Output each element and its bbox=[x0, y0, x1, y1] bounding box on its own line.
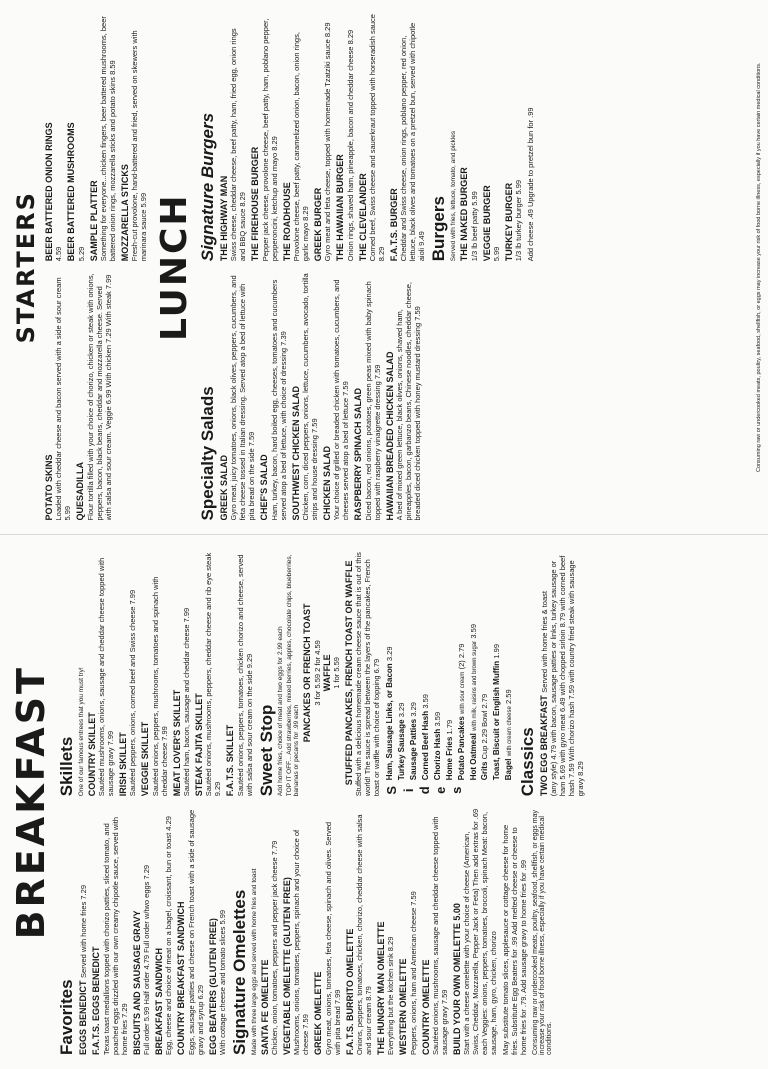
starter-name: BEER BATTERED MUSHROOMS bbox=[66, 122, 77, 262]
side-name: Grits bbox=[480, 761, 490, 781]
item-name bbox=[459, 14, 469, 261]
item-desc: Peppers, onions, ham and American cheese 7.59 bbox=[408, 891, 418, 1055]
salads-title: Specialty Salads bbox=[198, 386, 218, 521]
sides-box bbox=[384, 550, 515, 797]
menu-item bbox=[421, 808, 449, 1055]
menu-item bbox=[225, 550, 253, 797]
item-desc: 5.99 bbox=[491, 246, 501, 262]
item-name-text: THE HIGHWAY MAN bbox=[219, 175, 230, 262]
omelettes-list bbox=[260, 808, 499, 1055]
side-price: 3.59 bbox=[421, 694, 431, 709]
side-name: Corned Beef Hash bbox=[421, 710, 431, 781]
sweet-stop-note: Add home fries, choice of meat and two eggs for 2.99 each bbox=[277, 626, 285, 797]
menu-item bbox=[313, 808, 341, 1055]
item-name bbox=[250, 14, 260, 261]
menu-item bbox=[194, 550, 222, 797]
item-name-text: GREEK SALAD bbox=[219, 454, 230, 521]
menu-item bbox=[219, 273, 256, 520]
item-name-text: VEGGIE BURGER bbox=[481, 185, 492, 262]
item-name-text: TURKEY BURGER bbox=[503, 182, 514, 262]
item-name-text: THE HAWAIIAN BURGER bbox=[335, 154, 346, 262]
burgers-title: Burgers bbox=[429, 196, 449, 262]
starter-name: POTATO SKINS bbox=[44, 454, 54, 521]
starters-title: STARTERS bbox=[12, 191, 40, 344]
item-name-text: BISCUITS AND SAUSAGE GRAVY bbox=[131, 910, 142, 1055]
menu-item bbox=[259, 273, 287, 520]
item-desc: Ham, turkey, bacon, hard boiled egg, cheeses, tomatoes and cucumbers served atop a bed of lettuce, with choice of dressing 7.39 bbox=[269, 279, 288, 521]
classics-inline: Served with home fries & toast bbox=[539, 591, 549, 693]
item-desc: Pepper jack cheese, provolone cheese, beef patty, ham, poblano pepper, pepperoncini, ketchup and mayo 8.29 bbox=[260, 18, 279, 262]
starter-name: BEER BATTERED ONION RINGS bbox=[44, 122, 54, 262]
side-item bbox=[479, 550, 491, 781]
item-name bbox=[358, 14, 368, 261]
side-name: Ham, Sausage Links, or Bacon bbox=[385, 663, 395, 781]
item-desc: Sautéed mushrooms, onions, sausage and cheddar cheese topped with sausage gravy 7.99 bbox=[97, 557, 116, 797]
pancakes-item bbox=[302, 550, 341, 797]
classics-title: Classics bbox=[518, 727, 538, 797]
starter-desc: Loaded with cheddar cheese and bacon served with a side of sour cream 5.99 bbox=[54, 277, 73, 521]
item-name bbox=[225, 550, 235, 797]
item-name-text: EGGS BENEDICT bbox=[77, 980, 88, 1055]
item-desc: Chicken, onion, tomatoes, peppers and pepper jack cheese 7.79 bbox=[270, 840, 280, 1055]
skillets-list bbox=[87, 550, 254, 797]
item-name-text: CHICKEN SALAD bbox=[322, 445, 333, 521]
starter-item bbox=[75, 273, 112, 520]
breakfast-col-1 bbox=[54, 808, 754, 1055]
side-item bbox=[491, 550, 503, 781]
item-name bbox=[154, 808, 164, 1055]
item-name-text: VEGGIE SKILLET bbox=[140, 721, 151, 797]
menu-item bbox=[176, 808, 204, 1055]
menu-item bbox=[250, 14, 278, 261]
side-name: Sausage Patties bbox=[409, 718, 419, 781]
side-note: with sour cream bbox=[459, 671, 466, 714]
signature-burgers-title: Signature Burgers bbox=[198, 112, 218, 262]
item-desc: Sautéed onions, peppers, tomatoes, chicken chorizo and cheese, served with salsa and sour cream on the side 9.29 bbox=[235, 554, 254, 797]
menu-item bbox=[118, 550, 137, 797]
burgers-addon: Add cheese .49 Upgrade to pretzel bun for .99 bbox=[526, 107, 536, 262]
item-desc: Sautéed ham, bacon, sausage and cheddar cheese 7.99 bbox=[182, 607, 192, 797]
menu-item bbox=[87, 550, 115, 797]
item-name bbox=[78, 808, 89, 1055]
starter-desc: 4.59 bbox=[54, 246, 64, 262]
item-name bbox=[335, 14, 345, 261]
lunch-disclaimer: Consuming raw or undercooked meats, poultry, seafood, shellfish, or eggs may increase your risk of food borne illness, especially if you have certain medical conditions. bbox=[756, 62, 762, 473]
item-name-text: THE NAKED BURGER bbox=[459, 167, 470, 262]
menu-item bbox=[353, 273, 381, 520]
starter-name: SAMPLE PLATTER bbox=[88, 180, 99, 262]
item-name-text: SANTA FE OMELETTE bbox=[259, 959, 270, 1055]
item-desc: Your choice of grilled or breaded chicken with tomatoes, cucumbers, and cheeses served atop a bed of lettuce 7.59 bbox=[332, 279, 351, 521]
side-item bbox=[384, 550, 396, 781]
item-desc: Mushrooms, onions, tomatoes, peppers, spinach and your choice of cheese 7.59 bbox=[292, 829, 311, 1055]
menu-item bbox=[154, 808, 173, 1055]
menu-item bbox=[282, 14, 310, 261]
side-item bbox=[456, 550, 468, 781]
starter-item bbox=[66, 14, 85, 261]
side-item bbox=[408, 550, 420, 781]
lunch-title: LUNCH bbox=[154, 193, 196, 342]
menu-item bbox=[91, 808, 128, 1055]
side-name: Hot Oatmeal bbox=[468, 733, 478, 781]
omelettes-title: Signature Omelettes bbox=[230, 889, 250, 1055]
item-desc: Gyro meat, onions, tomatoes, feta cheese, spinach and olives. Served with pita bread 7.99 bbox=[323, 821, 342, 1055]
item-desc: Corned beef, Swiss cheese and sauerkraut topped with horseradish sauce 8.29 bbox=[368, 14, 387, 262]
starter-item bbox=[120, 14, 148, 261]
item-name bbox=[376, 808, 386, 1055]
menu-item bbox=[140, 550, 168, 797]
pancakes-price: 3 for 5.59 2 for 4.59 bbox=[312, 640, 322, 706]
skillets-title: Skillets bbox=[57, 736, 76, 797]
item-name-text: THE FIREHOUSE BURGER bbox=[250, 146, 261, 262]
menu-item bbox=[313, 14, 332, 261]
item-desc: Sautéed onions, mushrooms, sausage and cheddar cheese topped with sausage gravy 7.59 bbox=[431, 816, 450, 1055]
item-name bbox=[118, 550, 128, 797]
favorites-title: Favorites bbox=[57, 979, 76, 1055]
item-desc: Provolone cheese, beef patty, caramelized onion, bacon, onion rings, garlic mayo 8.29 bbox=[292, 32, 311, 262]
item-name-text: MEAT LOVER'S SKILLET bbox=[171, 689, 182, 797]
menu-item bbox=[172, 550, 191, 797]
menu-item bbox=[208, 808, 227, 1055]
side-name: Bagel bbox=[504, 758, 514, 781]
item-desc: Onions, peppers, tomatoes, chicken, chorizo, cheddar cheese with salsa and sour cream 8.79 bbox=[355, 814, 374, 1055]
item-name-text: EGG BEATERS (GLUTEN FREE) bbox=[207, 918, 218, 1055]
menu-item bbox=[260, 808, 279, 1055]
stuffed-item bbox=[344, 550, 381, 797]
item-name-text: BREAKFAST SANDWICH bbox=[154, 948, 164, 1055]
side-item bbox=[503, 550, 515, 781]
starters-col-1 bbox=[44, 273, 151, 520]
item-name bbox=[172, 550, 182, 797]
item-desc: Full order 5.99 Half order 4.79 Full order w/two eggs 7.29 bbox=[142, 864, 151, 1055]
side-price: (2) 2.79 bbox=[456, 643, 466, 670]
starter-item bbox=[44, 273, 72, 520]
menu-item bbox=[78, 808, 89, 1055]
side-price: Cup 2.29 Bowl 2.79 bbox=[480, 693, 490, 760]
starters-row bbox=[44, 14, 151, 521]
burgers-list bbox=[459, 14, 523, 261]
classics-item bbox=[539, 550, 586, 797]
item-name-text: THE ROADHOUSE bbox=[281, 182, 292, 262]
item-name-text: BUILD YOUR OWN OMELETTE 5.00 bbox=[452, 903, 463, 1055]
item-desc: Onion rings, shaved ham, pineapple, bacon and cheddar cheese 8.29 bbox=[345, 29, 355, 262]
burgers-note: Served with fries, lettuce, tomato, and pickles bbox=[450, 130, 458, 262]
item-name bbox=[353, 273, 363, 520]
item-name-text: F.A.T.S. EGGS BENEDICT bbox=[91, 946, 102, 1055]
item-name-text: F.A.T.S. BURGER bbox=[389, 188, 400, 262]
menu-item bbox=[459, 14, 478, 261]
side-name: Potato Pancakes bbox=[456, 716, 466, 781]
side-name: Turkey Sausage bbox=[397, 719, 407, 781]
item-desc: Gyro meat and feta cheese, topped with homemade Tzatziki sauce 8.29 bbox=[323, 22, 333, 262]
item-name-text: COUNTRY SKILLET bbox=[86, 712, 97, 797]
pancakes-name: PANCAKES OR FRENCH TOAST bbox=[302, 603, 313, 743]
toppings-note: TOP IT OFF... Add strawberries, mixed berries, apples, chocolate chips, blueberries, bananas or pecans for .99 each bbox=[286, 554, 301, 797]
item-desc: Eggs, sausage patties and cheese on French toast with a side of sausage gravy and syrup 6.29 bbox=[186, 809, 205, 1055]
side-item bbox=[396, 550, 408, 781]
signature-burgers-list bbox=[219, 14, 426, 261]
item-name-text: RASPBERRY SPINACH SALAD bbox=[353, 387, 364, 521]
side-price: 3.29 bbox=[385, 646, 395, 662]
side-note: with cream cheese bbox=[507, 706, 514, 757]
item-name bbox=[208, 808, 218, 1055]
item-name-text: STEAK FAJITA SKILLET bbox=[194, 693, 205, 797]
item-name bbox=[313, 14, 323, 261]
item-name bbox=[313, 808, 323, 1055]
stuffed-desc: Stuffed with a delicious homemade cream cheese sauce that is out of this world! The sauce is spread between the layers of the pancakes, French toast or waffle with choice of topping 6.79 bbox=[354, 552, 382, 797]
item-desc: Swiss cheese, cheddar cheese, beef patty, ham, fried egg, onion rings and BBQ sauce 8.29 bbox=[229, 28, 248, 262]
item-name bbox=[322, 273, 332, 520]
item-name bbox=[260, 808, 270, 1055]
item-name bbox=[504, 14, 514, 261]
sides-label-text: S i d e s bbox=[384, 785, 465, 795]
starter-name: MOZZARELLA STICKS bbox=[120, 164, 131, 262]
side-price: 1.79 bbox=[444, 719, 454, 735]
item-name-text: CHEF'S SALAD bbox=[259, 454, 270, 521]
item-inline-desc: Served with home fries 7.29 bbox=[78, 885, 88, 978]
item-desc: Texas toast medallions topped with chorizo patties, sliced tomato, and poached eggs drizzled with our own creamy chipotle sauce, served with home fries 7.29 bbox=[101, 816, 129, 1055]
sides-list bbox=[384, 550, 515, 781]
item-desc: Start with a cheese omelette with your choice of cheese (American, Swiss, Cheddar, Mozzarella, Pepper Jack or Feta) Then add extras for .69 each Veggies: onions, peppers, tomatoes, broccoli, spinach Meat: bacon, sausage, ham, gyro, chicken, chorizo bbox=[462, 808, 499, 1055]
item-name bbox=[219, 273, 229, 520]
item-name bbox=[452, 808, 462, 1055]
item-name-text: HAWAIIAN BREADED CHICKEN SALAD bbox=[384, 351, 395, 521]
item-desc: Sautéed peppers, onions, corned beef and Swiss cheese 7.99 bbox=[128, 589, 138, 797]
item-name bbox=[132, 808, 142, 1055]
item-name bbox=[389, 14, 399, 261]
stuffed-name: STUFFED PANCAKES, FRENCH TOAST OR WAFFLE bbox=[344, 560, 355, 786]
item-name bbox=[140, 550, 150, 797]
menu-item bbox=[398, 808, 417, 1055]
waffle-name: WAFFLE bbox=[321, 654, 332, 692]
classics-desc: (any style) 4.79 with bacon, sausage patties or links, turkey sausage or ham 5.69 with gyro meat 6.49 with chopped sirloin 8.79 with corned beef hash 7.59 With chorizo hash 7.59 with country fried steak with sausage gravy 8.29 bbox=[549, 555, 586, 797]
item-desc: Egg, cheese and choice of meat on a bagel, croissant, bun or toast 4.29 bbox=[164, 816, 174, 1055]
side-price: 1.99 bbox=[492, 644, 502, 659]
item-desc: Everything but the kitchen sink 8.29 bbox=[386, 936, 396, 1055]
item-name-text: GREEK BURGER bbox=[313, 187, 324, 262]
side-name: Home Fries bbox=[444, 736, 454, 781]
breakfast-disclaimer: Consuming raw or undercooked meats, poultry, seafood, shellfish, or eggs may increase your risk of food borne illness, especially if you have certain medical conditions. bbox=[532, 810, 554, 1055]
side-price: 3.29 bbox=[409, 702, 419, 717]
menu-item bbox=[335, 14, 354, 261]
starter-desc: 5.29 bbox=[76, 246, 86, 262]
side-item bbox=[420, 550, 432, 781]
menu-item bbox=[482, 14, 501, 261]
starter-desc: Fresh-cut provolone, hand-battered and fried, served on skewers with marinara sauce 5.99 bbox=[130, 30, 149, 262]
starter-name: QUESADILLA bbox=[75, 462, 86, 521]
item-name bbox=[385, 273, 395, 520]
starter-desc: Something for everyone...chicken fingers, beer battered mushrooms, beer battered onion rings, mozzarella sticks and potato skins 8.59 bbox=[99, 16, 118, 262]
item-desc: Chicken, corn, diced peppers, onions, lettuce, cucumbers, avocado, tortilla strips and house dressing 7.59 bbox=[301, 273, 320, 521]
menu-item bbox=[504, 14, 523, 261]
side-item bbox=[468, 550, 480, 781]
item-name bbox=[291, 273, 301, 520]
side-item bbox=[444, 550, 456, 781]
side-name: Toast, Biscuit or English Muffin bbox=[492, 660, 502, 781]
item-name-text: SOUTHWEST CHICKEN SALAD bbox=[290, 386, 301, 521]
item-name bbox=[345, 808, 355, 1055]
item-desc: 1/3 lb beef patty 5.99 bbox=[469, 191, 479, 262]
item-desc: Diced bacon, red onions, potatoes, green peas mixed with baby spinach topped with raspberry vinaigrette dressing 7.59 bbox=[363, 281, 382, 521]
item-desc: With cottage cheese and tomato slices 5.99 bbox=[218, 909, 228, 1055]
item-desc: Gyro meat, juicy tomatoes, onions, black olives, peppers, cucumbers, and feta cheese tossed in Italian dressing. Served atop a bed of lettuce with pita bread on the side 7.59 bbox=[229, 275, 257, 521]
lunch-row bbox=[195, 14, 535, 521]
menu-item bbox=[282, 808, 310, 1055]
breakfast-col-2 bbox=[54, 550, 754, 797]
menu-item bbox=[322, 273, 350, 520]
item-desc: Sautéed onions, mushrooms, peppers, cheddar cheese and rib eye steak 9.29 bbox=[204, 552, 223, 797]
waffle-price: 1 for 5.59 bbox=[332, 657, 342, 689]
menu-item bbox=[345, 808, 373, 1055]
item-name-text: F.A.T.S. BURRITO OMELETTE bbox=[344, 928, 355, 1055]
omelettes-note: Made with three large eggs and served with home fries and toast bbox=[250, 868, 258, 1055]
menu-item bbox=[452, 808, 498, 1055]
classics-name bbox=[539, 550, 550, 797]
skillets-note: One of our famous entrees that you must try! bbox=[77, 667, 85, 797]
item-name-text: IRISH SKILLET bbox=[118, 732, 129, 797]
item-name bbox=[176, 808, 186, 1055]
side-item bbox=[432, 550, 444, 781]
sweet-stop-title: Sweet Stop bbox=[256, 704, 276, 797]
item-name-text: COUNTRY BREAKFAST SANDWICH bbox=[176, 901, 187, 1055]
starter-item bbox=[44, 14, 63, 261]
item-name bbox=[259, 273, 269, 520]
item-desc: 1/3 lb turkey burger 5.99 bbox=[514, 179, 524, 262]
item-name-text: COUNTRY OMELETTE bbox=[420, 959, 431, 1055]
item-name bbox=[482, 14, 492, 261]
burgers-col bbox=[195, 14, 535, 261]
side-price: 3.29 bbox=[397, 702, 407, 718]
substitute-note: May substitute tomato slices, applesauce or cottage cheese for home fries. Substitute Egg Beaters for .99 Add melted cheese or cheese to home fries for .79. Add sausage gravy to home fries for .99 bbox=[501, 824, 529, 1055]
starter-item bbox=[89, 14, 117, 261]
side-name: Chorizo Hash bbox=[432, 728, 442, 781]
item-name bbox=[219, 14, 229, 261]
menu-item bbox=[219, 14, 247, 261]
item-desc: A bed of mixed green lettuce, black olives, onions, shaved ham, pineapples, bacon, garbanzo beans, Chinese noodles, cheddar cheese, breaded diced chicken topped with honey mustard dressing 7.59 bbox=[395, 281, 423, 521]
menu-item bbox=[132, 808, 151, 1055]
item-name bbox=[87, 550, 97, 797]
classics-name-text: TWO EGG BREAKFAST bbox=[538, 695, 549, 797]
menu-item bbox=[376, 808, 395, 1055]
item-name bbox=[282, 14, 292, 261]
item-name bbox=[398, 808, 408, 1055]
item-desc: Sautéed onions, peppers, mushrooms, tomatoes and spinach with cheddar cheese 7.99 bbox=[150, 576, 169, 797]
menu-item bbox=[389, 14, 426, 261]
item-name bbox=[194, 550, 204, 797]
item-desc: Cheddar and Swiss cheese, onion rings, poblano pepper, red onion, lettuce, black olives and tomatoes on a pretzel bun, served with chipotle aioli 9.49 bbox=[399, 22, 427, 262]
salads-col bbox=[195, 273, 535, 520]
menu-item bbox=[291, 273, 319, 520]
item-name-text: VEGETABLE OMELETTE (GLUTEN FREE) bbox=[282, 877, 293, 1055]
item-name-text: GREEK OMELETTE bbox=[313, 971, 324, 1055]
item-name bbox=[421, 808, 431, 1055]
menu-item bbox=[358, 14, 386, 261]
starter-desc: Flour tortilla filled with your choice of chorizo, chicken or steak with onions, peppers, bacon, black beans, cheddar and mozzarella cheese. Served with salsa and sour cream. Veggie 6.99 With chicken 7.29 With steak 7.99 bbox=[85, 273, 113, 521]
item-name-text: F.A.T.S. SKILLET bbox=[225, 724, 236, 797]
menu-item bbox=[385, 273, 422, 520]
starters-col-2 bbox=[44, 14, 151, 261]
favorites-list bbox=[78, 808, 227, 1055]
item-name-text: THE CLEVELANDER bbox=[357, 173, 368, 262]
breakfast-title: BREAKFAST bbox=[9, 665, 53, 940]
item-name-text: WESTERN OMELETTE bbox=[398, 958, 409, 1055]
item-name bbox=[282, 808, 292, 1055]
side-note: with milk, raisins and brown sugar bbox=[471, 640, 478, 731]
salads-list bbox=[219, 273, 422, 520]
item-name bbox=[91, 808, 101, 1055]
side-price: 3.59 bbox=[432, 711, 442, 727]
side-price: 3.59 bbox=[468, 624, 478, 639]
breakfast-page bbox=[0, 535, 768, 1069]
item-name-text: THE HUNGRY MAN OMELETTE bbox=[376, 921, 387, 1055]
sides-label bbox=[384, 784, 515, 796]
side-price: 2.59 bbox=[504, 689, 514, 704]
